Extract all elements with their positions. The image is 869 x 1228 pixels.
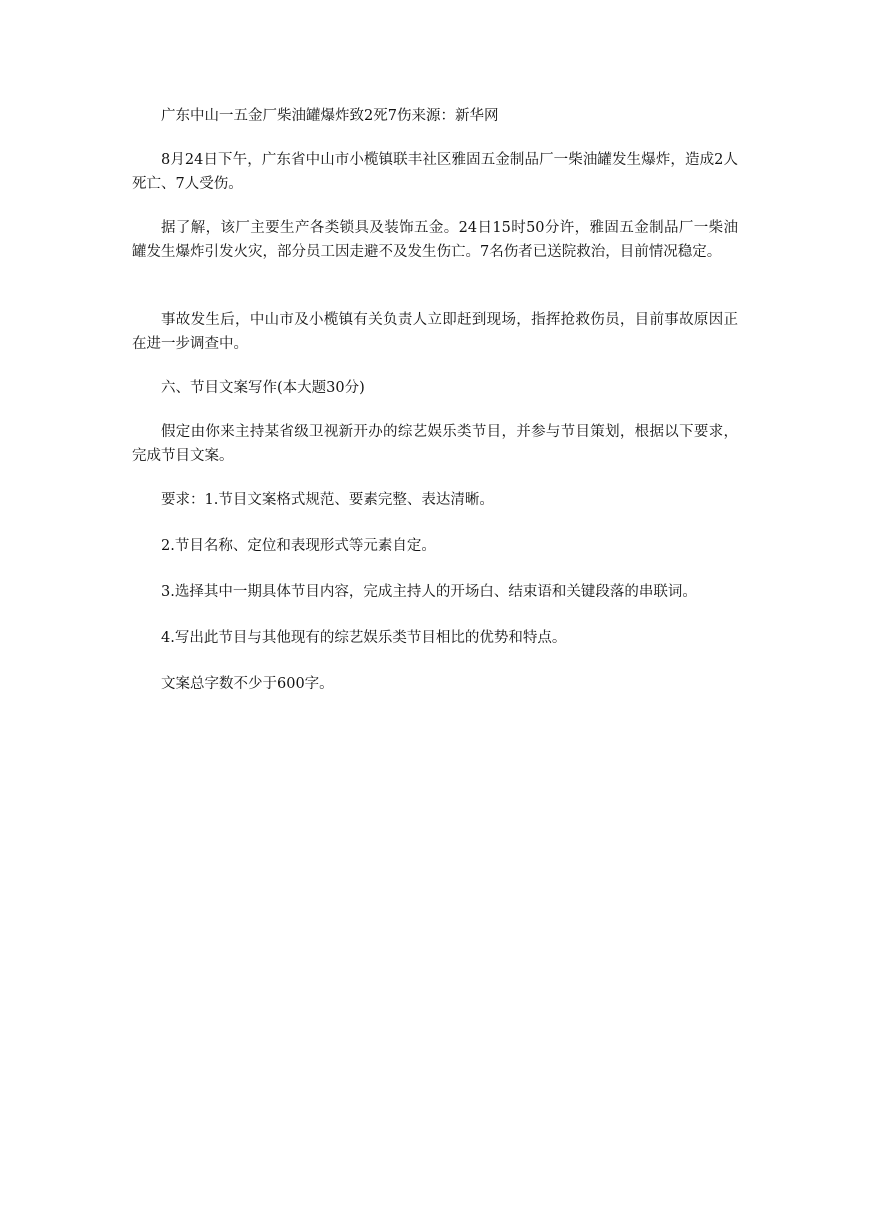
- news-headline: 广东中山一五金厂柴油罐爆炸致2死7伤来源：新华网: [161, 108, 499, 124]
- requirement-4: 4.写出此节目与其他现有的综艺娱乐类节目相比的优势和特点。: [161, 630, 567, 646]
- task-description: 假定由你来主持某省级卫视新开办的综艺娱乐类节目，并参与节目策划，根据以下要求，完成节目文案。: [132, 424, 738, 464]
- word-count-note: 文案总字数不少于600字。: [161, 676, 334, 692]
- news-paragraph-3: 事故发生后，中山市及小榄镇有关负责人立即赶到现场，指挥抢救伤员，目前事故原因正在进一步调查中。: [132, 312, 738, 352]
- requirement-3: 3.选择其中一期具体节目内容，完成主持人的开场白、结束语和关键段落的串联词。: [161, 584, 697, 600]
- section-heading: 六、节目文案写作(本大题30分): [161, 380, 365, 396]
- news-paragraph-1: 8月24日下午，广东省中山市小榄镇联丰社区雅固五金制品厂一柴油罐发生爆炸，造成2人死亡、7人受伤。: [132, 152, 738, 192]
- requirement-1: 要求：1.节目文案格式规范、要素完整、表达清晰。: [161, 492, 494, 508]
- requirement-2: 2.节目名称、定位和表现形式等元素自定。: [161, 538, 436, 554]
- news-paragraph-2: 据了解，该厂主要生产各类锁具及装饰五金。24日15时50分许，雅固五金制品厂一柴油罐发生爆炸引发火灾，部分员工因走避不及发生伤亡。7名伤者已送院救治，目前情况稳定。: [132, 220, 738, 260]
